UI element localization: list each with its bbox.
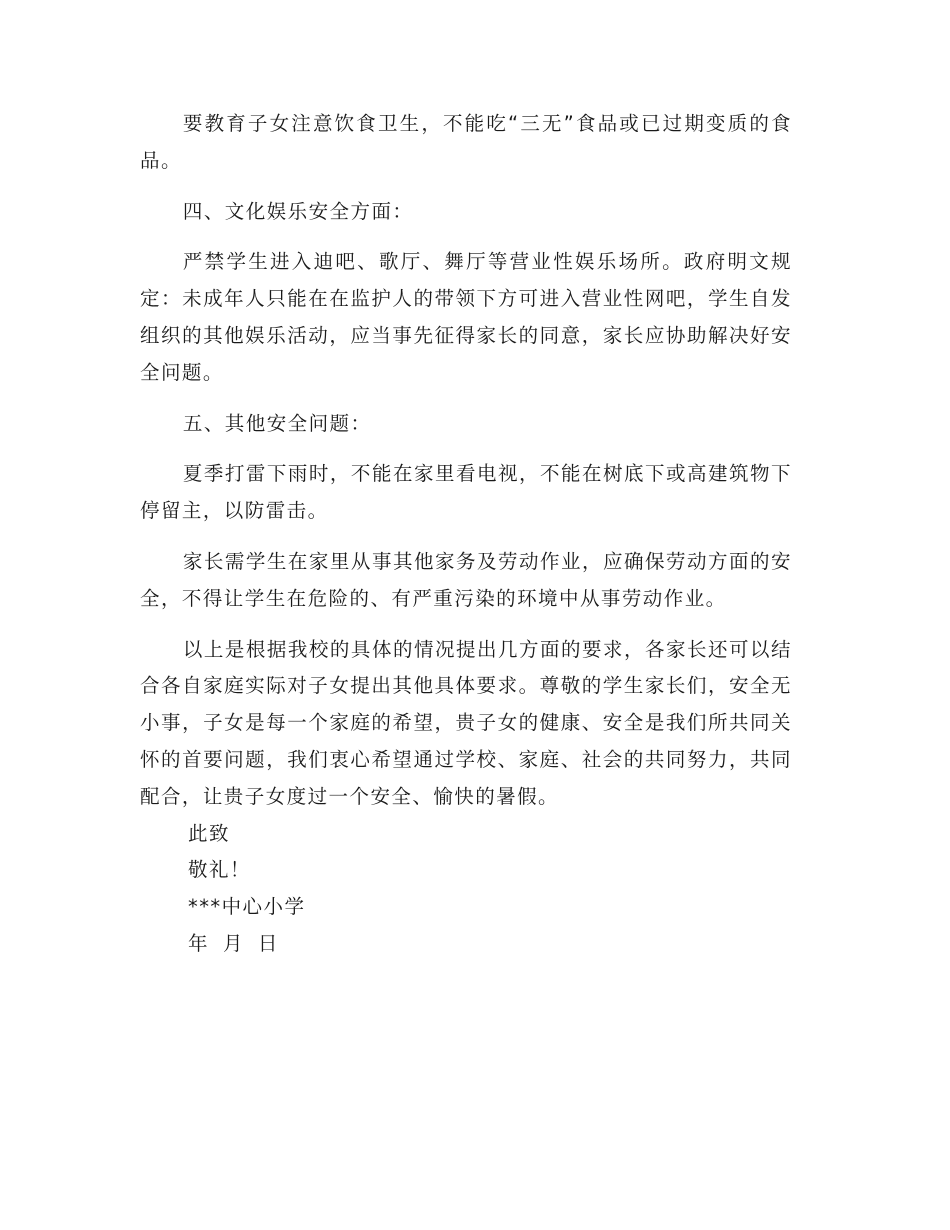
section-heading-other: 五、其他安全问题：: [182, 411, 372, 435]
paragraph-food-safety: 要教育子女注意饮食卫生，不能吃“三无”食品或已过期变质的食品。: [140, 112, 792, 172]
paragraph-labor: 家长需学生在家里从事其他家务及劳动作业，应确保劳动方面的安全，不得让学生在危险的、有严重污染的环境中从事劳动作业。: [140, 549, 792, 610]
signature-school: ***中心小学: [188, 895, 306, 919]
date-day: 日: [257, 931, 279, 955]
signature-date: [140, 926, 792, 963]
closing-salutation: 此致: [188, 821, 230, 845]
paragraph-entertainment: 严禁学生进入迪吧、歌厅、舞厅等营业性娱乐场所。政府明文规定：未成年人只能在在监护人的带领下方可进入营业性网吧，学生自发组织的其他娱乐活动，应当事先征得家长的同意，家长应协助解决好安全问题。: [140, 250, 792, 384]
document-body: [140, 106, 792, 963]
closing-regards: 敬礼！: [188, 858, 251, 882]
date-year: 年: [188, 931, 209, 955]
paragraph-summary: 以上是根据我校的具体的情况提出几方面的要求，各家长还可以结合各自家庭实际对子女提出其他具体要求。尊敬的学生家长们，安全无小事，子女是每一个家庭的希望，贵子女的健康、安全是我们所共同关怀的首要问题，我们衷心希望通过学校、家庭、社会的共同努力，共同配合，让贵子女度过一个安全、愉快的暑假。: [140, 637, 792, 808]
section-heading-entertainment: 四、文化娱乐安全方面：: [182, 199, 414, 223]
paragraph-thunderstorm: 夏季打雷下雨时，不能在家里看电视，不能在树底下或高建筑物下停留主，以防雷击。: [140, 462, 792, 523]
date-month: 月: [222, 931, 244, 955]
